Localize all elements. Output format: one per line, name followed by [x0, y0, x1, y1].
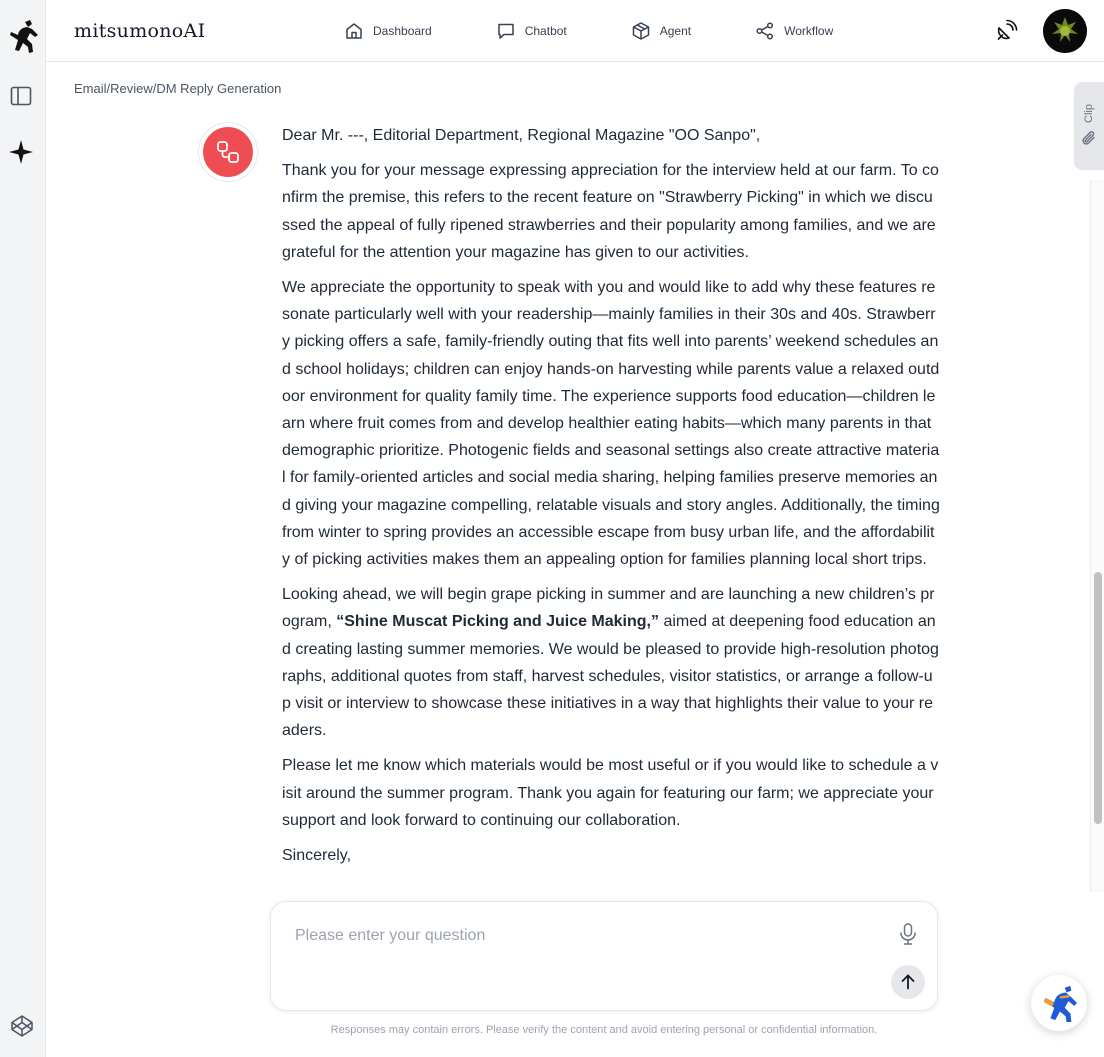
message-greeting: Dear Mr. ---, Editorial Department, Regional Magazine "OO Sanpo", [282, 127, 761, 144]
message-paragraph: Please let me know which materials would be most useful or if you would like to schedule a visit around the summer program. Thank you again for featuring our farm; we appreciate your support and look forward to continuing our collaboration. [282, 757, 939, 829]
share-nodes-icon [755, 21, 775, 41]
nav-workflow-label: Workflow [784, 24, 834, 38]
sparkle-icon[interactable] [8, 139, 34, 165]
linked-squares-icon [214, 138, 242, 166]
clip-label: Clip [1083, 104, 1095, 123]
microphone-icon[interactable] [897, 922, 919, 946]
message-paragraph: We appreciate the opportunity to speak with you and would like to add why these features resonate particularly well with your readership—mainly families in their 30s and 40s. Strawberry picking offers a safe, family-friendly outing that fits well into parents’ weekend schedules and school holidays; children can enjoy hands-on harvesting while parents value a relaxed outdoor environment for quality family time. The experience supports food education—children learn where fruit comes from and develop healthier eating habits—which many parents in that demographic prioritize. Photogenic fields and seasonal settings also create attractive material for family-oriented articles and social media sharing, helping families preserve memories and giving your magazine compelling, relatable visuals and story angles. Additionally, the timing from winter to spring provides an accessible escape from busy urban life, and the affordability of picking activities makes them an appealing option for families planning local short trips. [282, 279, 940, 569]
send-button[interactable] [891, 965, 925, 999]
nav-agent-label: Agent [659, 24, 692, 38]
nav-dashboard[interactable] [344, 20, 432, 42]
broadcast-icon[interactable] [994, 19, 1018, 43]
assistant-message [282, 122, 940, 877]
top-header [46, 0, 1104, 62]
home-icon [344, 21, 364, 41]
bot-avatar-badge [203, 127, 253, 177]
paperclip-icon [1081, 130, 1097, 146]
clip-tab[interactable] [1074, 82, 1104, 170]
nav-agent[interactable] [631, 20, 691, 42]
chat-input-box [270, 901, 938, 1011]
arrow-up-icon [899, 973, 917, 991]
bot-avatar [198, 122, 258, 182]
floating-assistant-button[interactable] [1031, 975, 1087, 1031]
sidebar-toggle-icon[interactable] [10, 85, 32, 107]
nav-chatbot-label: Chatbot [524, 24, 567, 38]
message-paragraph [282, 581, 940, 744]
message-closing: Sincerely, [282, 847, 352, 865]
main-nav [344, 20, 833, 42]
scrollbar-thumb[interactable] [1094, 572, 1102, 824]
brand-name[interactable]: mitsumonoAI [74, 20, 206, 42]
message-text: Looking ahead, we will begin grape picking in summer and are launching a new children’s program, [282, 586, 935, 631]
cube-icon [631, 21, 651, 41]
user-avatar[interactable] [1043, 9, 1087, 53]
nav-workflow[interactable] [755, 20, 833, 42]
breadcrumb: Email/Review/DM Reply Generation [74, 81, 282, 96]
message-text: aimed at deepening food education and creating lasting summer memories. We would be pleased to provide high-resolution photographs, additional quotes from staff, harvest schedules, visitor statistics, or arrange a follow-up visit or interview to showcase these initiatives in a way that highlights their value to your readers. [282, 613, 939, 740]
left-rail [0, 0, 46, 1057]
codepen-icon[interactable] [10, 1014, 34, 1038]
ninja-logo-icon[interactable] [7, 18, 39, 54]
ninja-mascot-icon [1040, 984, 1078, 1022]
question-input[interactable] [295, 924, 875, 948]
message-paragraph: Thank you for your message expressing appreciation for the interview held at our farm. To confirm the premise, this refers to the recent feature on "Strawberry Picking" in which we discussed the appeal of fully ripened strawberries and their popularity among families, and we are grateful for the attention your magazine has given to our activities. [282, 162, 939, 261]
chat-bubble-icon [496, 21, 516, 41]
disclaimer-text: Responses may contain errors. Please verify the content and avoid entering personal or confidential information. [330, 1024, 878, 1036]
nav-chatbot[interactable] [496, 20, 567, 42]
nav-dashboard-label: Dashboard [373, 24, 432, 38]
program-name-bold: “Shine Muscat Picking and Juice Making,” [336, 613, 659, 631]
